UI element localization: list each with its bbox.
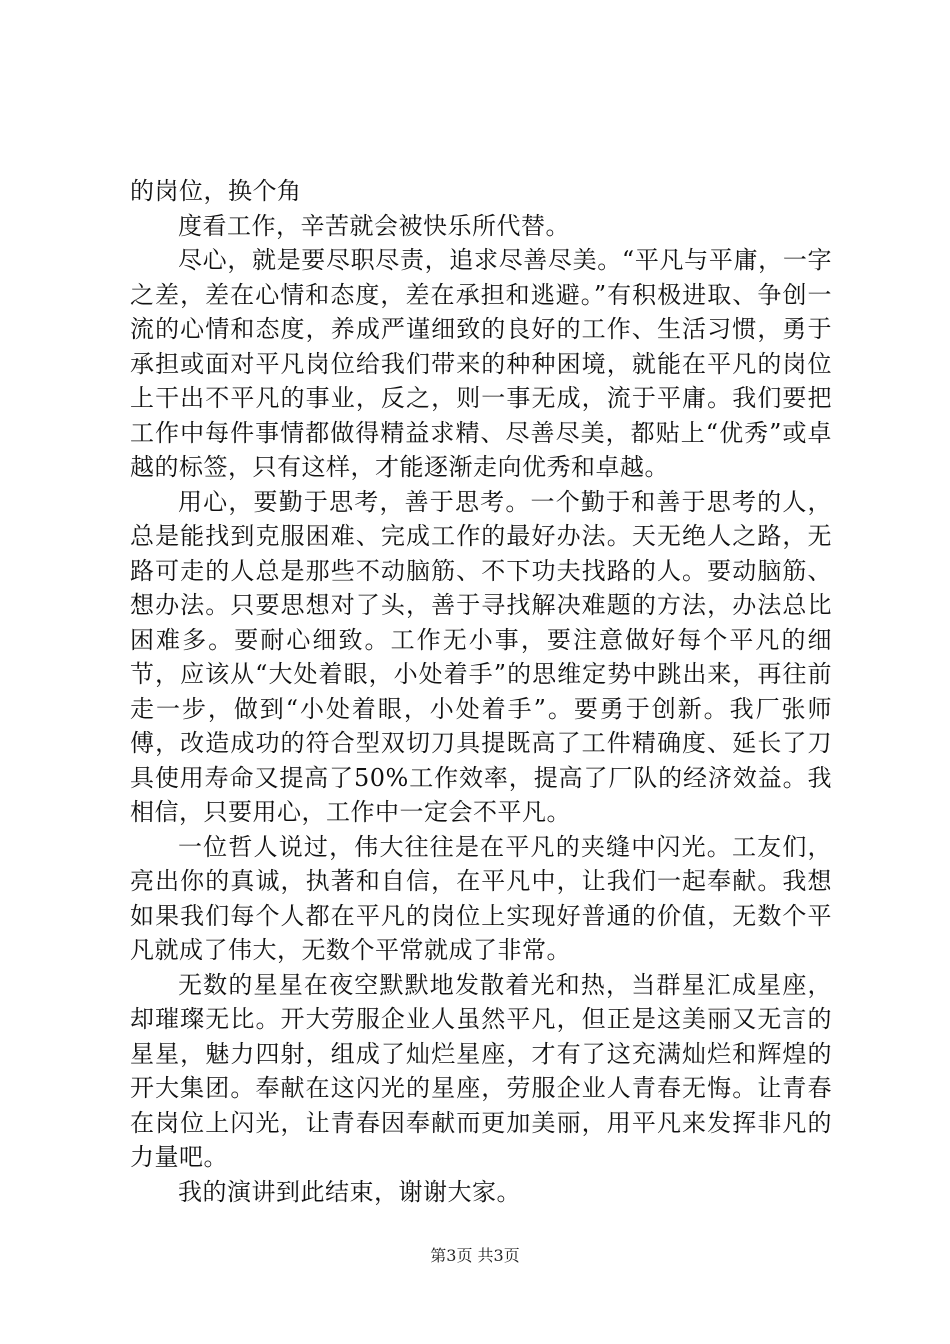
paragraph: 用心，要勤于思考，善于思考。一个勤于和善于思考的人，总是能找到克服困难、完成工作的最好办法。天无绝人之路，无路可走的人总是那些不动脑筋、不下功夫找路的人。要动脑筋、想办法。只要思想对了头，善于寻找解决难题的方法，办法总比困难多。要耐心细致。工作无小事，要注意做好每个平凡的细节，应该从“大处着眼，小处着手”的思维定势中跳出来，再往前走一步，做到“小处着眼，小处着手”。要勇于创新。我厂张师傅，改造成功的符合型双切刀具提既高了工件精确度、延长了刀具使用寿命又提高了50%工作效率，提高了厂队的经济效益。我相信，只要用心，工作中一定会不平凡。 xyxy=(130,487,832,826)
paragraph-fragment: 的岗位，换个角 xyxy=(130,177,302,205)
page-number-footer: 第3页 共3页 xyxy=(430,1246,520,1265)
paragraph: 尽心，就是要尽职尽责，追求尽善尽美。“平凡与平庸，一字之差，差在心情和态度，差在承担和逃避。”有积极进取、争创一流的心情和态度，养成严谨细致的良好的工作、生活习惯，勇于承担或面对平凡岗位给我们带来的种种困境，就能在平凡的岗位上干出不平凡的事业，反之，则一事无成，流于平庸。我们要把工作中每件事情都做得精益求精、尽善尽美，都贴上“优秀”或卓越的标签，只有这样，才能逐渐走向优秀和卓越。 xyxy=(130,246,832,481)
paragraph-closing: 我的演讲到此结束，谢谢大家。 xyxy=(178,1177,521,1206)
document-body xyxy=(130,174,832,1209)
paragraph: 一位哲人说过，伟大往往是在平凡的夹缝中闪光。工友们，亮出你的真诚，执著和自信，在平凡中，让我们一起奉献。我想如果我们每个人都在平凡的岗位上实现好普通的价值，无数个平凡就成了伟大，无数个平常就成了非常。 xyxy=(130,832,832,964)
paragraph: 无数的星星在夜空默默地发散着光和热，当群星汇成星座，却璀璨无比。开大劳服企业人虽然平凡，但正是这美丽又无言的星星，魅力四射，组成了灿烂星座，才有了这充满灿烂和辉煌的开大集团。奉献在这闪光的星座，劳服企业人青春无悔。让青春在岗位上闪光，让青春因奉献而更加美丽，用平凡来发挥非凡的力量吧。 xyxy=(130,970,832,1171)
paragraph: 度看工作，辛苦就会被快乐所代替。 xyxy=(178,211,570,240)
